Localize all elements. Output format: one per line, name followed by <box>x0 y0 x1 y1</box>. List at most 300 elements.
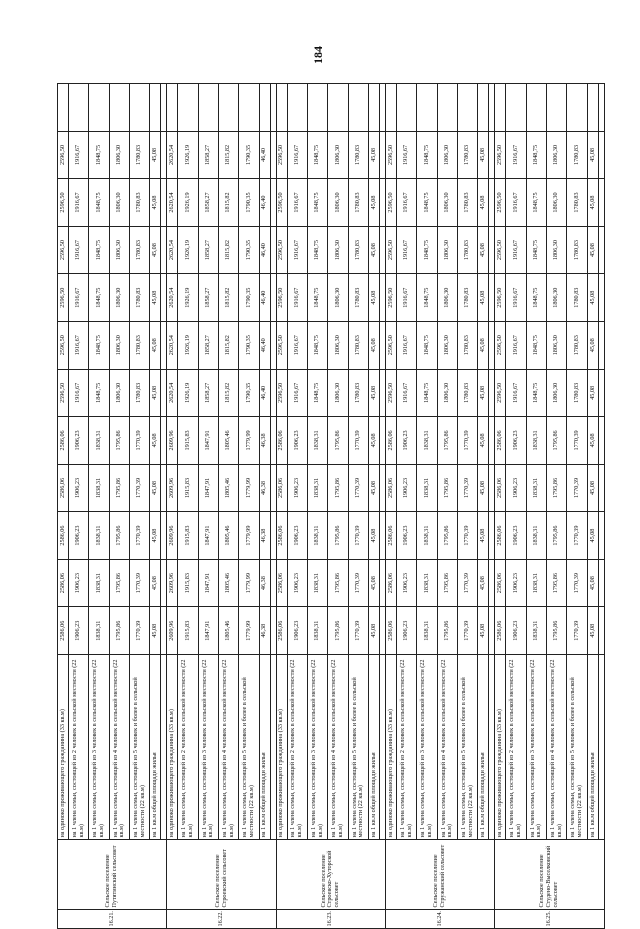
rate-value-cell: 1906,23 <box>68 417 88 465</box>
rate-value-cell: 1806,30 <box>547 226 567 274</box>
rate-value-cell: 1906,23 <box>396 417 416 465</box>
rate-value-cell: 1838,31 <box>89 512 109 560</box>
rate-value-cell: 2586,06 <box>386 417 397 465</box>
rate-value-cell: 1838,31 <box>417 464 437 512</box>
empty-cell <box>89 84 109 132</box>
rate-value-cell: 1906,23 <box>68 464 88 512</box>
rate-value-cell: 1795,86 <box>109 607 129 655</box>
rate-value-cell: 1848,75 <box>307 131 327 179</box>
rate-value-cell: 2596,50 <box>495 131 506 179</box>
rate-value-cell: 1915,83 <box>178 512 198 560</box>
rate-value-cell: 45,08 <box>369 512 380 560</box>
rate-value-cell: 1926,19 <box>178 226 198 274</box>
section-number: 16.23. <box>276 910 385 929</box>
table-row <box>287 84 307 929</box>
rate-value-cell: 1806,30 <box>109 131 129 179</box>
settlement-name: Сельское поселение Студено-Выселковский сельсовет <box>495 840 605 910</box>
rate-value-cell: 1838,31 <box>526 417 546 465</box>
rate-value-cell: 2596,50 <box>58 226 69 274</box>
rate-description: на 1 члена семьи, состоящей из 2 человек в сельской местности (22 кв.м) <box>396 655 416 840</box>
rate-value-cell: 2586,06 <box>276 559 287 607</box>
rate-value-cell: 1795,86 <box>328 464 348 512</box>
rate-value-cell: 1806,30 <box>437 179 457 227</box>
rate-value-cell: 1795,86 <box>437 464 457 512</box>
rate-value-cell: 45,08 <box>587 464 598 512</box>
rate-value-cell: 2596,50 <box>58 179 69 227</box>
empty-cell <box>599 369 605 417</box>
rate-value-cell: 2596,50 <box>58 131 69 179</box>
rate-value-cell: 1848,75 <box>526 321 546 369</box>
rate-value-cell: 1847,91 <box>198 607 218 655</box>
rate-value-cell: 46,38 <box>259 417 270 465</box>
rate-value-cell: 1780,83 <box>458 131 478 179</box>
rate-value-cell: 2586,06 <box>495 559 506 607</box>
rate-value-cell: 1838,31 <box>526 512 546 560</box>
rate-value-cell: 1806,30 <box>109 179 129 227</box>
rate-value-cell: 1916,67 <box>396 369 416 417</box>
rate-value-cell: 45,08 <box>478 464 489 512</box>
rate-value-cell: 1795,86 <box>547 512 567 560</box>
rate-value-cell: 1790,35 <box>239 131 259 179</box>
rate-description: на 1 члена семьи, состоящей из 5 человек и более в сельской местности (22 кв.м) <box>567 655 587 840</box>
empty-cell <box>348 84 368 132</box>
rate-value-cell: 1780,83 <box>567 274 587 322</box>
rate-value-cell: 1770,39 <box>567 512 587 560</box>
rate-value-cell: 1848,75 <box>417 226 437 274</box>
rate-value-cell: 45,08 <box>478 131 489 179</box>
rate-value-cell: 2609,96 <box>167 607 178 655</box>
rate-value-cell: 1916,67 <box>68 179 88 227</box>
rate-value-cell: 1806,30 <box>328 274 348 322</box>
rate-value-cell: 1916,67 <box>68 131 88 179</box>
rate-value-cell: 1847,91 <box>198 464 218 512</box>
section-number: 16.24. <box>386 910 495 929</box>
rate-value-cell: 45,08 <box>587 369 598 417</box>
rate-value-cell: 1815,82 <box>219 321 239 369</box>
rate-value-cell: 1795,86 <box>328 512 348 560</box>
rate-value-cell: 1916,67 <box>68 369 88 417</box>
empty-cell <box>219 84 239 132</box>
rate-value-cell: 1848,75 <box>89 131 109 179</box>
table-row <box>276 84 287 929</box>
rate-value-cell: 45,08 <box>587 607 598 655</box>
rate-value-cell: 1795,86 <box>437 559 457 607</box>
empty-cell <box>547 84 567 132</box>
rate-value-cell: 1806,30 <box>109 321 129 369</box>
rate-value-cell: 1916,67 <box>287 131 307 179</box>
rate-value-cell: 1795,86 <box>547 464 567 512</box>
table-row <box>89 84 109 929</box>
rate-value-cell: 1770,39 <box>130 512 150 560</box>
empty-cell <box>386 84 397 132</box>
rate-value-cell: 1770,39 <box>130 464 150 512</box>
rate-value-cell: 2596,50 <box>495 179 506 227</box>
rate-value-cell: 2620,54 <box>167 321 178 369</box>
rate-value-cell: 1780,83 <box>130 321 150 369</box>
rate-value-cell: 45,08 <box>369 369 380 417</box>
rate-description: на одиноко проживающего гражданина (33 кв.м) <box>386 655 397 840</box>
rate-description: на 1 члена семьи, состоящей из 4 человек в сельской местности (22 кв.м) <box>328 655 348 840</box>
rate-value-cell: 2586,06 <box>386 464 397 512</box>
rate-value-cell: 1806,30 <box>328 226 348 274</box>
tariff-table <box>57 83 605 929</box>
settlement-name: Сельское поселение Путятинский сельсовет <box>58 840 167 910</box>
rate-value-cell: 45,08 <box>150 369 161 417</box>
rate-value-cell: 1780,83 <box>130 274 150 322</box>
rate-value-cell: 1795,86 <box>109 417 129 465</box>
empty-cell <box>478 84 489 132</box>
rate-value-cell: 1795,86 <box>547 607 567 655</box>
table-row <box>506 84 526 929</box>
empty-cell <box>506 84 526 132</box>
rate-value-cell: 1848,75 <box>89 369 109 417</box>
rate-value-cell: 1906,23 <box>396 559 416 607</box>
rate-value-cell: 1806,30 <box>109 369 129 417</box>
empty-cell <box>599 321 605 369</box>
rate-value-cell: 2609,96 <box>167 512 178 560</box>
rate-value-cell: 1779,99 <box>239 464 259 512</box>
rate-value-cell: 1806,30 <box>547 274 567 322</box>
empty-cell <box>239 84 259 132</box>
empty-cell <box>526 84 546 132</box>
rate-value-cell: 1780,83 <box>458 179 478 227</box>
rate-description: на 1 кв.м общей площади жилья <box>259 655 270 840</box>
rate-value-cell: 2596,50 <box>276 369 287 417</box>
rate-value-cell: 1906,23 <box>506 607 526 655</box>
rate-value-cell: 1805,46 <box>219 607 239 655</box>
rate-value-cell: 45,08 <box>369 226 380 274</box>
rate-value-cell: 1838,31 <box>417 607 437 655</box>
rate-value-cell: 1916,67 <box>506 274 526 322</box>
rate-value-cell: 1815,82 <box>219 179 239 227</box>
rate-value-cell: 2586,06 <box>58 512 69 560</box>
rate-value-cell: 2586,06 <box>276 464 287 512</box>
rate-value-cell: 1780,83 <box>567 226 587 274</box>
rate-value-cell: 1780,83 <box>348 226 368 274</box>
rate-value-cell: 1780,83 <box>348 179 368 227</box>
rate-value-cell: 1770,39 <box>458 512 478 560</box>
rate-value-cell: 1838,31 <box>417 417 437 465</box>
empty-cell <box>599 84 605 132</box>
empty-cell <box>178 84 198 132</box>
rate-value-cell: 1770,39 <box>130 559 150 607</box>
rate-value-cell: 45,08 <box>150 226 161 274</box>
rate-value-cell: 45,08 <box>369 131 380 179</box>
rate-value-cell: 1848,75 <box>89 226 109 274</box>
rate-value-cell: 2596,50 <box>276 131 287 179</box>
rate-value-cell: 2586,06 <box>276 417 287 465</box>
rate-value-cell: 1847,91 <box>198 512 218 560</box>
table-row <box>478 84 489 929</box>
rate-value-cell: 1780,83 <box>348 369 368 417</box>
rate-description: на 1 члена семьи, состоящей из 5 человек и более в сельской местности (22 кв.м) <box>348 655 368 840</box>
rate-value-cell: 45,08 <box>478 607 489 655</box>
rate-value-cell: 2620,54 <box>167 274 178 322</box>
empty-cell <box>287 84 307 132</box>
settlement-name: Сельское поселение Стружанский сельсовет <box>386 840 495 910</box>
empty-cell <box>150 84 161 132</box>
rate-value-cell: 1806,30 <box>437 369 457 417</box>
rate-value-cell: 1838,31 <box>307 417 327 465</box>
rate-value-cell: 1916,67 <box>287 179 307 227</box>
rate-value-cell: 2586,06 <box>386 512 397 560</box>
rate-value-cell: 45,08 <box>478 417 489 465</box>
rate-description: на 1 члена семьи, состоящей из 3 человек в сельской местности (22 кв.м) <box>417 655 437 840</box>
rate-value-cell: 46,40 <box>259 274 270 322</box>
rate-value-cell: 46,38 <box>259 607 270 655</box>
rate-value-cell: 1906,23 <box>396 512 416 560</box>
table-row <box>307 84 327 929</box>
rate-value-cell: 1906,23 <box>396 607 416 655</box>
rate-value-cell: 1806,30 <box>547 321 567 369</box>
rate-description: на одиноко проживающего гражданина (33 кв.м) <box>276 655 287 840</box>
rate-value-cell: 2596,50 <box>495 369 506 417</box>
rate-value-cell: 1915,83 <box>178 464 198 512</box>
rate-value-cell: 1780,83 <box>130 179 150 227</box>
rate-value-cell: 1780,83 <box>458 226 478 274</box>
table-row <box>167 84 178 929</box>
rate-value-cell: 45,08 <box>587 559 598 607</box>
rate-value-cell: 1848,75 <box>307 226 327 274</box>
rate-value-cell: 1770,39 <box>348 464 368 512</box>
rate-value-cell: 1838,31 <box>307 607 327 655</box>
rate-value-cell: 2596,50 <box>495 226 506 274</box>
rate-value-cell: 1806,30 <box>547 179 567 227</box>
rate-value-cell: 45,08 <box>369 607 380 655</box>
rate-value-cell: 45,08 <box>587 321 598 369</box>
rate-value-cell: 45,08 <box>587 512 598 560</box>
rate-value-cell: 1926,19 <box>178 369 198 417</box>
rate-value-cell: 2609,96 <box>167 464 178 512</box>
rate-value-cell: 1848,75 <box>417 274 437 322</box>
rate-value-cell: 1805,46 <box>219 559 239 607</box>
rate-value-cell: 2596,50 <box>386 226 397 274</box>
rate-value-cell: 1848,75 <box>526 131 546 179</box>
rate-value-cell: 2586,06 <box>58 607 69 655</box>
empty-cell <box>58 84 69 132</box>
settlement-name: Сельское поселение Строевско-Хуторской сельсовет <box>276 840 385 910</box>
rate-value-cell: 1779,99 <box>239 512 259 560</box>
rate-value-cell: 1795,86 <box>328 417 348 465</box>
rate-value-cell: 45,08 <box>478 321 489 369</box>
rate-value-cell: 1795,86 <box>109 512 129 560</box>
rate-value-cell: 1780,83 <box>458 369 478 417</box>
rate-value-cell: 2586,06 <box>495 607 506 655</box>
rate-description: на 1 кв.м общей площади жилья <box>150 655 161 840</box>
rate-value-cell: 1916,67 <box>506 179 526 227</box>
rate-value-cell: 1916,67 <box>287 321 307 369</box>
rate-value-cell: 2596,50 <box>58 369 69 417</box>
rate-value-cell: 2586,06 <box>386 559 397 607</box>
rate-description: на 1 члена семьи, состоящей из 4 человек в сельской местности (22 кв.м) <box>547 655 567 840</box>
rate-value-cell: 1805,46 <box>219 464 239 512</box>
rate-value-cell: 2596,50 <box>58 321 69 369</box>
page-number: 184 <box>311 46 325 64</box>
rate-value-cell: 1847,91 <box>198 559 218 607</box>
empty-cell <box>109 84 129 132</box>
rate-value-cell: 1906,23 <box>68 512 88 560</box>
rate-value-cell: 46,40 <box>259 321 270 369</box>
rate-description: на одиноко проживающего гражданина (33 кв.м) <box>495 655 506 840</box>
empty-cell <box>599 464 605 512</box>
rate-value-cell: 1916,67 <box>287 226 307 274</box>
table-row <box>386 84 397 929</box>
rate-value-cell: 1815,82 <box>219 226 239 274</box>
rate-value-cell: 1770,39 <box>458 607 478 655</box>
rate-value-cell: 1906,23 <box>506 559 526 607</box>
table-row <box>417 84 437 929</box>
rate-value-cell: 1780,83 <box>348 274 368 322</box>
rate-value-cell: 1858,27 <box>198 131 218 179</box>
rate-value-cell: 45,08 <box>150 417 161 465</box>
tariff-table-body <box>58 84 605 929</box>
rate-value-cell: 1906,23 <box>506 417 526 465</box>
rate-value-cell: 2586,06 <box>58 559 69 607</box>
empty-cell <box>599 131 605 179</box>
rate-value-cell: 1848,75 <box>526 369 546 417</box>
rate-value-cell: 1770,39 <box>348 607 368 655</box>
rate-value-cell: 45,08 <box>587 179 598 227</box>
table-row <box>239 84 259 929</box>
rate-value-cell: 1806,30 <box>547 131 567 179</box>
rate-description: на одиноко проживающего гражданина (33 кв.м) <box>58 655 69 840</box>
rate-value-cell: 45,08 <box>369 274 380 322</box>
empty-cell <box>437 84 457 132</box>
rate-value-cell: 1780,83 <box>130 226 150 274</box>
rate-value-cell: 1916,67 <box>396 179 416 227</box>
rate-value-cell: 1838,31 <box>89 607 109 655</box>
rate-value-cell: 1795,86 <box>328 607 348 655</box>
rate-value-cell: 1926,19 <box>178 131 198 179</box>
empty-cell <box>458 84 478 132</box>
empty-cell <box>396 84 416 132</box>
rate-value-cell: 1916,67 <box>68 226 88 274</box>
rate-description: на 1 кв.м общей площади жилья <box>587 655 598 840</box>
rate-value-cell: 45,08 <box>369 179 380 227</box>
rate-value-cell: 1770,39 <box>567 417 587 465</box>
rate-value-cell: 1795,86 <box>547 417 567 465</box>
rate-value-cell: 1838,31 <box>526 607 546 655</box>
table-row <box>198 84 218 929</box>
rate-value-cell: 2586,06 <box>276 512 287 560</box>
rate-value-cell: 1790,35 <box>239 274 259 322</box>
rate-value-cell: 45,08 <box>150 274 161 322</box>
rate-value-cell: 1779,99 <box>239 417 259 465</box>
rate-value-cell: 1906,23 <box>68 559 88 607</box>
rate-value-cell: 45,08 <box>369 464 380 512</box>
rate-value-cell: 1848,75 <box>417 131 437 179</box>
table-row <box>348 84 368 929</box>
empty-cell <box>567 84 587 132</box>
rate-value-cell: 45,08 <box>587 417 598 465</box>
rate-value-cell: 1906,23 <box>287 607 307 655</box>
rate-value-cell: 2586,06 <box>495 464 506 512</box>
rate-value-cell: 1848,75 <box>89 179 109 227</box>
rate-value-cell: 1915,83 <box>178 559 198 607</box>
rate-value-cell: 46,38 <box>259 512 270 560</box>
rate-value-cell: 1795,86 <box>328 559 348 607</box>
rate-value-cell: 2586,06 <box>495 417 506 465</box>
rate-value-cell: 46,40 <box>259 179 270 227</box>
table-row <box>130 84 150 929</box>
rate-value-cell: 45,08 <box>369 559 380 607</box>
rate-value-cell: 1780,83 <box>567 179 587 227</box>
section-number: 16.21. <box>58 910 167 929</box>
empty-cell <box>167 84 178 132</box>
rate-value-cell: 1906,23 <box>506 512 526 560</box>
rate-description: на 1 члена семьи, состоящей из 2 человек в сельской местности (22 кв.м) <box>178 655 198 840</box>
rate-value-cell: 45,08 <box>150 179 161 227</box>
rate-value-cell: 1780,83 <box>458 321 478 369</box>
rate-value-cell: 1779,99 <box>239 559 259 607</box>
rate-value-cell: 2596,50 <box>386 321 397 369</box>
section-number: 16.25. <box>495 910 605 929</box>
rate-value-cell: 2586,06 <box>495 512 506 560</box>
rate-value-cell: 1779,99 <box>239 607 259 655</box>
rate-value-cell: 1806,30 <box>437 321 457 369</box>
rate-description: на 1 члена семьи, состоящей из 2 человек в сельской местности (22 кв.м) <box>506 655 526 840</box>
rate-value-cell: 2620,54 <box>167 226 178 274</box>
rate-value-cell: 46,40 <box>259 226 270 274</box>
empty-cell <box>599 417 605 465</box>
rate-value-cell: 45,08 <box>150 321 161 369</box>
rate-value-cell: 46,38 <box>259 559 270 607</box>
rate-value-cell: 45,08 <box>478 559 489 607</box>
rate-value-cell: 45,08 <box>587 274 598 322</box>
table-row <box>178 84 198 929</box>
rate-value-cell: 45,08 <box>478 512 489 560</box>
rate-value-cell: 1916,67 <box>396 131 416 179</box>
rate-value-cell: 1806,30 <box>328 179 348 227</box>
table-row <box>58 84 69 929</box>
rate-value-cell: 1806,30 <box>547 369 567 417</box>
rate-description: на 1 члена семьи, состоящей из 4 человек в сельской местности (22 кв.м) <box>109 655 129 840</box>
rate-value-cell: 1770,39 <box>130 417 150 465</box>
rate-value-cell: 1906,23 <box>287 417 307 465</box>
rate-value-cell: 1848,75 <box>417 179 437 227</box>
rate-value-cell: 45,08 <box>150 512 161 560</box>
rate-value-cell: 1848,75 <box>89 274 109 322</box>
rate-value-cell: 1838,31 <box>89 464 109 512</box>
tariff-table-rotated <box>57 83 605 929</box>
rate-value-cell: 1906,23 <box>506 464 526 512</box>
rate-description: на 1 кв.м общей площади жилья <box>369 655 380 840</box>
empty-cell <box>130 84 150 132</box>
rate-value-cell: 1848,75 <box>526 274 546 322</box>
rate-value-cell: 1770,39 <box>458 559 478 607</box>
table-row <box>369 84 380 929</box>
rate-value-cell: 2596,50 <box>386 369 397 417</box>
rate-value-cell: 1915,83 <box>178 607 198 655</box>
rate-value-cell: 1770,39 <box>567 464 587 512</box>
rate-value-cell: 2596,50 <box>276 274 287 322</box>
rate-value-cell: 1926,19 <box>178 179 198 227</box>
section-number: 16.22. <box>167 910 276 929</box>
empty-cell <box>599 274 605 322</box>
table-row <box>458 84 478 929</box>
empty-cell <box>307 84 327 132</box>
rate-description: на 1 члена семьи, состоящей из 3 человек в сельской местности (22 кв.м) <box>307 655 327 840</box>
rate-value-cell: 1795,86 <box>109 464 129 512</box>
rate-value-cell: 1805,46 <box>219 417 239 465</box>
rate-value-cell: 1780,83 <box>130 369 150 417</box>
rate-value-cell: 1806,30 <box>109 274 129 322</box>
rate-value-cell: 1770,39 <box>348 559 368 607</box>
rate-description: на 1 члена семьи, состоящей из 2 человек в сельской местности (22 кв.м) <box>287 655 307 840</box>
empty-cell <box>198 84 218 132</box>
rate-value-cell: 2596,50 <box>495 274 506 322</box>
rate-value-cell: 1795,86 <box>109 559 129 607</box>
